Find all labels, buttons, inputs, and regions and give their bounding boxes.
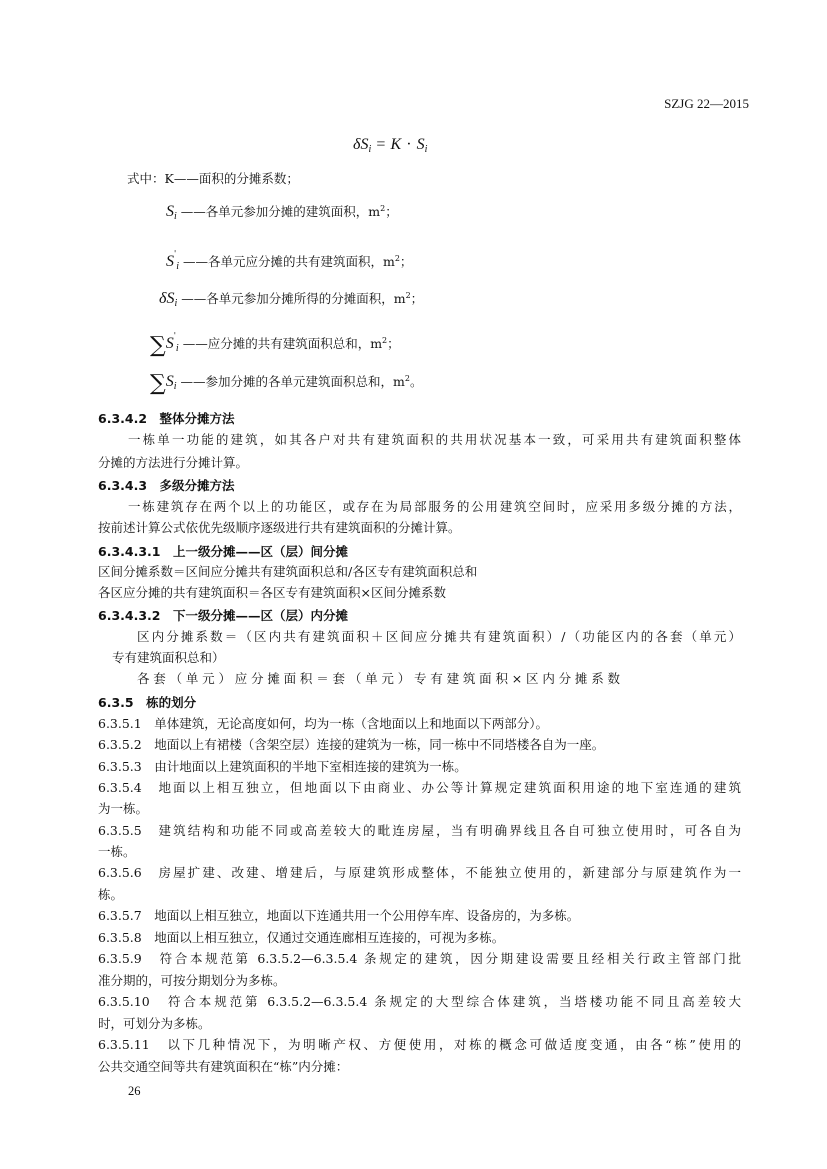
item-6352: 6.3.5.2 地面以上有裙楼（含架空层）连接的建筑为一栋，同一栋中不同塔楼各自为一座。 bbox=[98, 737, 605, 752]
prime-sup: ' bbox=[173, 331, 176, 340]
item-63511-a: 6.3.5.11 以下几种情况下，为明晰产权、方便使用，对栋的概念可做适度变通，由各“栋”使用的 bbox=[98, 1037, 741, 1052]
para-6342-b: 分摊的方法进行分摊计算。 bbox=[98, 455, 249, 470]
item-6357: 6.3.5.7 地面以上相互独立，地面以下连通共用一个公用停车库、设备房的，为多栋。 bbox=[98, 908, 580, 923]
para-6343-b: 按前述计算公式依优先级顺序逐级进行共有建筑面积的分摊计算。 bbox=[98, 520, 461, 535]
sq-sup: 2 bbox=[404, 374, 410, 383]
para-63432-c: 各套（单元）应分摊面积＝套（单元）专有建筑面积×区内分摊系数 bbox=[137, 671, 620, 686]
formula-s: S bbox=[416, 136, 425, 153]
var-sub: i bbox=[176, 261, 179, 272]
heading-6343: 6.3.4.3 多级分摊方法 bbox=[98, 478, 235, 493]
page-number: 26 bbox=[128, 1084, 141, 1098]
para-6342-a: 一栋单一功能的建筑，如其各户对共有建筑面积的共用状况基本一致，可采用共有建筑面积整体 bbox=[128, 432, 741, 447]
def-si-prime-text: ——各单元应分摊的共有建筑面积，m bbox=[182, 254, 395, 269]
var-sub: i bbox=[175, 343, 179, 354]
formula-sub: i bbox=[368, 144, 372, 155]
var-sub: i bbox=[173, 381, 177, 392]
def-end: ； bbox=[385, 204, 398, 219]
def-end: ； bbox=[410, 291, 424, 306]
para-63431-b: 各区应分摊的共有建筑面积＝各区专有建筑面积×区间分摊系数 bbox=[98, 585, 446, 600]
def-sum-si-prime bbox=[150, 328, 400, 357]
formula-dot: · bbox=[406, 136, 412, 153]
def-end: ； bbox=[387, 336, 400, 351]
def-end: ； bbox=[399, 254, 413, 269]
var-s: S bbox=[165, 373, 174, 390]
item-6354-b: 为一栋。 bbox=[98, 801, 149, 816]
item-6355-a: 6.3.5.5 建筑结构和功能不同或高差较大的毗连房屋，当有明确界线且各自可独立使用时，可各自为 bbox=[98, 823, 741, 838]
main-formula bbox=[353, 134, 427, 155]
item-63510-a: 6.3.5.10 符合本规范第 6.3.5.2—6.3.5.4 条规定的大型综合体建筑，当塔楼功能不同且高差较大 bbox=[98, 994, 741, 1009]
var-s: S bbox=[166, 253, 174, 270]
item-6353: 6.3.5.3 由计地面以上建筑面积的半地下室相连接的建筑为一栋。 bbox=[98, 759, 467, 774]
var-ds: δS bbox=[159, 290, 175, 307]
sq-sup: 2 bbox=[380, 204, 386, 213]
def-si-prime bbox=[166, 246, 412, 275]
def-end: 。 bbox=[409, 374, 423, 389]
var-sub: i bbox=[174, 211, 177, 222]
sq-sup: 2 bbox=[382, 336, 388, 345]
formula-k: K bbox=[390, 136, 402, 153]
item-6356-b: 栋。 bbox=[98, 887, 124, 902]
formula-lhs: δS bbox=[353, 136, 369, 153]
heading-63431: 6.3.4.3.1 上一级分摊——区（层）间分摊 bbox=[98, 544, 348, 559]
def-sum-si bbox=[150, 371, 422, 395]
item-6356-a: 6.3.5.6 房屋扩建、改建、增建后，与原建筑形成整体，不能独立使用的，新建部分与原建筑作为一 bbox=[98, 865, 741, 880]
formula-eq: = bbox=[376, 136, 386, 153]
item-63511-b: 公共交通空间等共有建筑面积在“栋”内分摊： bbox=[98, 1059, 349, 1074]
item-6359-b: 准分期的，可按分期划分为多栋。 bbox=[98, 973, 286, 988]
standard-code: SZJG 22—2015 bbox=[664, 96, 749, 111]
def-intro: 式中：K——面积的分摊系数； bbox=[127, 171, 299, 186]
heading-63432: 6.3.4.3.2 下一级分摊——区（层）内分摊 bbox=[98, 608, 348, 623]
item-6358: 6.3.5.8 地面以上相互独立，仅通过交通连廊相互连接的，可视为多栋。 bbox=[98, 930, 505, 945]
def-sum-text: ——参加分摊的各单元建筑面积总和，m bbox=[180, 374, 405, 389]
item-6359-a: 6.3.5.9 符合本规范第 6.3.5.2—6.3.5.4 条规定的建筑，因分期建设需要且经相关行政主管部门批 bbox=[98, 951, 741, 966]
var-s: S bbox=[165, 335, 174, 352]
sq-sup: 2 bbox=[394, 254, 400, 263]
prime-sup: ' bbox=[174, 249, 177, 258]
def-si-text: ——各单元参加分摊的建筑面积，m bbox=[180, 204, 381, 219]
para-63432-b: 专有建筑面积总和） bbox=[112, 650, 225, 665]
def-dsi-text: ——各单元参加分摊所得的分摊面积，m bbox=[181, 291, 406, 306]
heading-635: 6.3.5 栋的划分 bbox=[98, 695, 197, 710]
var-sub: i bbox=[174, 298, 178, 309]
para-63432-a: 区内分摊系数＝（区内共有建筑面积＋区间应分摊共有建筑面积）/（功能区内的各套（单元） bbox=[137, 629, 741, 644]
def-si bbox=[166, 201, 398, 225]
para-63431-a: 区间分摊系数＝区间应分摊共有建筑面积总和/各区专有建筑面积总和 bbox=[98, 564, 478, 579]
item-6355-b: 一栋。 bbox=[98, 844, 136, 859]
var-s: S bbox=[166, 203, 174, 220]
sq-sup: 2 bbox=[405, 291, 411, 300]
item-6354-a: 6.3.5.4 地面以上相互独立，但地面以下由商业、办公等计算规定建筑面积用途的地下室连通的建筑 bbox=[98, 780, 741, 795]
sigma-symbol: ∑ bbox=[150, 371, 166, 396]
heading-6342: 6.3.4.2 整体分摊方法 bbox=[98, 411, 235, 426]
def-dsi bbox=[159, 288, 423, 312]
item-6351: 6.3.5.1 单体建筑，无论高度如何，均为一栋（含地面以上和地面以下两部分）。 bbox=[98, 716, 548, 731]
item-63510-b: 时，可划分为多栋。 bbox=[98, 1016, 211, 1031]
formula-sub-2: i bbox=[424, 144, 428, 155]
sigma-symbol: ∑ bbox=[150, 333, 166, 358]
def-sum-prime-text: ——应分摊的共有建筑面积总和，m bbox=[182, 336, 383, 351]
para-6343-a: 一栋建筑存在两个以上的功能区，或存在为局部服务的公用建筑空间时，应采用多级分摊的方法， bbox=[128, 499, 741, 514]
